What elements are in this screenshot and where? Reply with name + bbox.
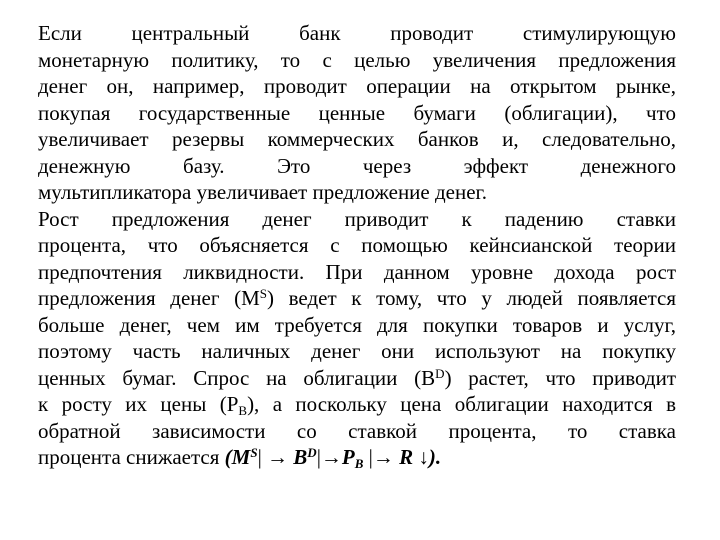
formula-bd-sup: D bbox=[307, 445, 317, 460]
formula-bd: B bbox=[293, 445, 308, 469]
p2-line-6: поэтому часть наличных денег они используют на покупку bbox=[38, 339, 676, 363]
formula-open: (M bbox=[224, 445, 251, 469]
formula-pb-sub: B bbox=[354, 456, 364, 471]
p1-line-5: увеличивает резервы коммерческих банков и, следовательно, bbox=[38, 127, 676, 151]
formula-pb: P bbox=[341, 445, 355, 469]
formula-close: ). bbox=[428, 445, 442, 469]
arrow-right-icon: → bbox=[372, 445, 394, 469]
p2-line-8 bbox=[38, 391, 676, 418]
p1-line-3: денег он, например, проводит операции на открытом рынке, bbox=[38, 74, 676, 98]
p2-line-1: Рост предложения денег приводит к падению ставки bbox=[38, 206, 676, 231]
ms-superscript: S bbox=[259, 286, 267, 301]
p2-line-3: предпочтения ликвидности. При данном уровне дохода рост bbox=[38, 259, 676, 284]
p1-line-1: Если центральный банк проводит стимулирующую bbox=[38, 21, 676, 45]
formula-ms-sup: S bbox=[250, 445, 258, 460]
p2-line-8-post: ), а поскольку цена облигации находится в bbox=[247, 392, 677, 416]
pb-subscript: B bbox=[238, 403, 248, 418]
bd-superscript: D bbox=[435, 365, 445, 381]
p2-line-10-pre: процента снижается bbox=[38, 445, 225, 469]
p2-line-4 bbox=[38, 285, 676, 312]
p1-line-2: монетарную политику, то с целью увеличения предложения bbox=[38, 47, 676, 72]
formula-up-bar-1: | bbox=[257, 445, 262, 469]
p2-line-4-pre: предложения денег (M bbox=[38, 286, 260, 310]
p2-line-7 bbox=[38, 365, 676, 392]
p2-line-8-pre: к росту их цены (P bbox=[38, 392, 239, 416]
p1-line-7: мультипликатора увеличивает предложение денег. bbox=[38, 180, 488, 204]
p2-line-4-post: ) ведет к тому, что у людей появляется bbox=[267, 286, 677, 310]
formula-up-bar-3: | bbox=[368, 445, 373, 469]
p2-line-9: обратной зависимости со ставкой процента, то ставка bbox=[38, 418, 676, 443]
p2-line-5: больше денег, чем им требуется для покупки товаров и услуг, bbox=[38, 312, 676, 337]
formula-r: R bbox=[399, 445, 414, 469]
formula-up-bar-2: | bbox=[316, 445, 321, 469]
body-text bbox=[38, 20, 676, 471]
arrow-right-icon: → bbox=[320, 445, 342, 469]
arrow-right-icon: → bbox=[267, 445, 289, 469]
arrow-down-icon: ↓ bbox=[418, 445, 429, 469]
p2-line-7-post: ) растет, что приводит bbox=[444, 365, 677, 390]
p1-line-4: покупая государственные ценные бумаги (облигации), что bbox=[38, 100, 676, 125]
p2-line-7-pre: ценных бумаг. Спрос на облигации (B bbox=[38, 365, 436, 390]
p2-line-2: процента, что объясняется с помощью кейнсианской теории bbox=[38, 233, 676, 257]
transmission-formula bbox=[225, 445, 441, 469]
p2-line-10 bbox=[38, 444, 676, 471]
p1-line-6: денежную базу. Это через эффект денежного bbox=[38, 153, 676, 178]
